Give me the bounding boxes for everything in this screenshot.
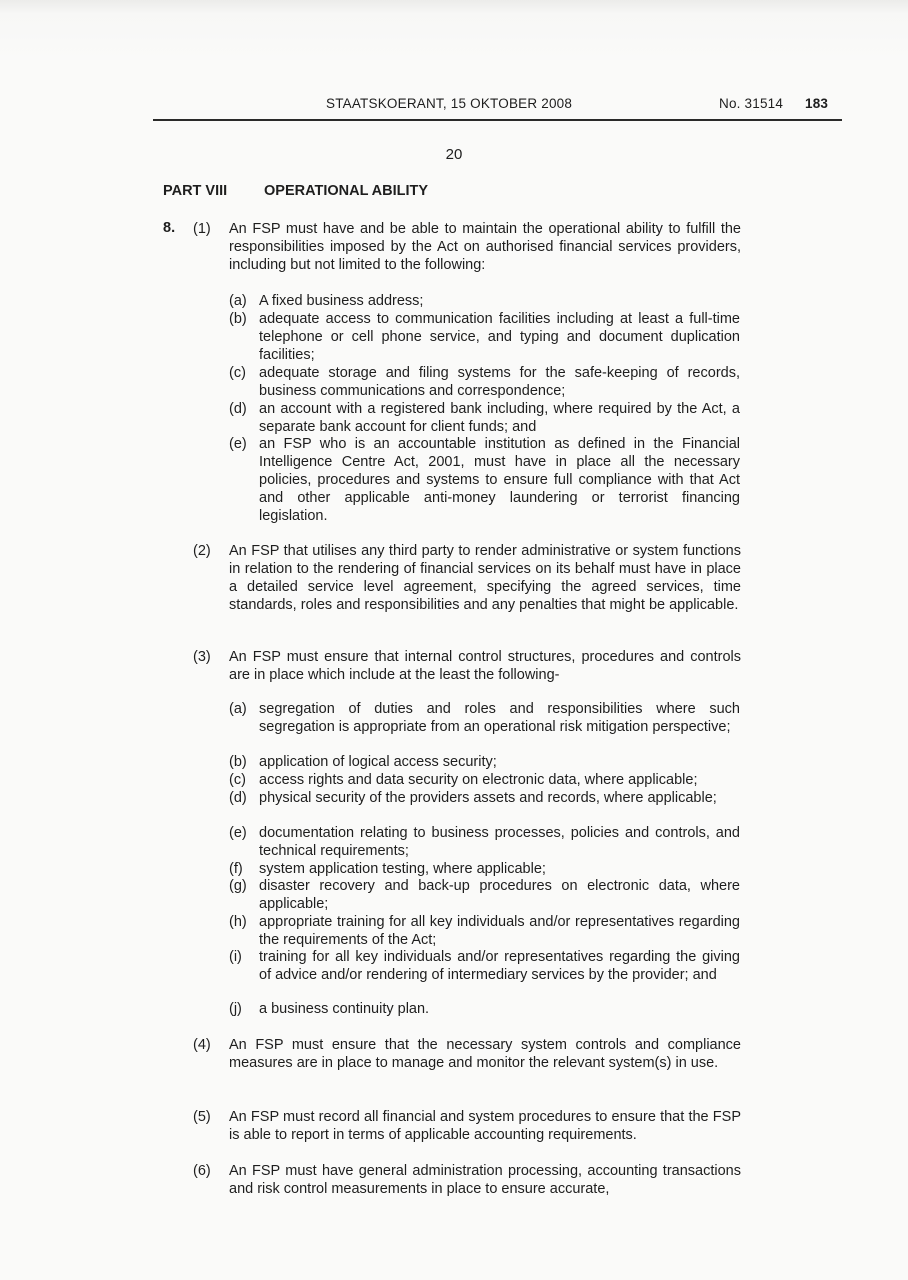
part-number: PART VIII bbox=[163, 183, 228, 199]
gazette-issue-number: No. 31514 bbox=[719, 96, 784, 111]
subsection-text: An FSP must ensure that internal control structures, procedures and controls are in place which include at the least the following- bbox=[229, 649, 741, 683]
item-label: (j) bbox=[229, 1001, 242, 1017]
subsection-text: An FSP must have general administration processing, accounting transactions and risk control measurements in place to ensure accurate, bbox=[229, 1163, 741, 1197]
subsection-text: An FSP must record all financial and system procedures to ensure that the FSP is able to report in terms of applicable accounting requirements. bbox=[229, 1109, 741, 1143]
subsection-text: An FSP must ensure that the necessary system controls and compliance measures are in place to manage and monitor the relevant system(s) in use. bbox=[229, 1037, 741, 1071]
gazette-page-number: 183 bbox=[805, 96, 829, 111]
item-text: disaster recovery and back-up procedures on electronic data, where applicable; bbox=[259, 878, 740, 912]
item-label: (i) bbox=[229, 949, 242, 965]
item-label: (f) bbox=[229, 861, 243, 877]
subsection-label: (6) bbox=[193, 1163, 211, 1179]
item-label: (b) bbox=[229, 311, 247, 327]
section-number: 8. bbox=[163, 220, 176, 236]
item-label: (d) bbox=[229, 790, 247, 806]
item-label: (a) bbox=[229, 293, 247, 309]
gazette-header-title: STAATSKOERANT, 15 OKTOBER 2008 bbox=[326, 96, 573, 111]
item-label: (c) bbox=[229, 772, 246, 788]
item-text: a business continuity plan. bbox=[259, 1001, 430, 1017]
item-label: (h) bbox=[229, 914, 247, 930]
item-label: (e) bbox=[229, 436, 247, 452]
item-text: A fixed business address; bbox=[259, 293, 424, 309]
item-label: (e) bbox=[229, 825, 247, 841]
item-text: physical security of the providers assets and records, where applicable; bbox=[259, 790, 717, 806]
subsection-label: (2) bbox=[193, 543, 211, 559]
item-text: application of logical access security; bbox=[259, 754, 497, 770]
item-text: access rights and data security on electronic data, where applicable; bbox=[259, 772, 698, 788]
item-text: system application testing, where applicable; bbox=[259, 861, 546, 877]
item-label: (c) bbox=[229, 365, 246, 381]
part-title: OPERATIONAL ABILITY bbox=[264, 183, 429, 199]
item-label: (b) bbox=[229, 754, 247, 770]
page-number: 20 bbox=[445, 146, 463, 163]
subsection-text: An FSP must have and be able to maintain the operational ability to fulfill the responsibilities imposed by the Act on authorised financial services providers, including but not limited to the following: bbox=[229, 221, 741, 273]
header-rule bbox=[153, 119, 842, 121]
item-text: segregation of duties and roles and responsibilities where such segregation is appropriate from an operational risk mitigation perspective; bbox=[259, 701, 740, 735]
item-text: training for all key individuals and/or representatives regarding the giving of advice and/or rendering of intermediary services by the provider; and bbox=[259, 949, 740, 983]
item-text: documentation relating to business processes, policies and controls, and technical requirements; bbox=[259, 825, 740, 859]
item-label: (g) bbox=[229, 878, 247, 894]
item-text: adequate access to communication facilities including at least a full-time telephone or cell phone service, and typing and document duplication facilities; bbox=[259, 311, 740, 363]
item-label: (d) bbox=[229, 401, 247, 417]
item-text: an account with a registered bank including, where required by the Act, a separate bank account for client funds; and bbox=[259, 401, 740, 435]
item-text: adequate storage and filing systems for the safe-keeping of records, business communications and correspondence; bbox=[259, 365, 740, 399]
item-text: an FSP who is an accountable institution as defined in the Financial Intelligence Centre Act, 2001, must have in place all the necessary policies, procedures and systems to ensure full compliance with that Act and other applicable anti-money laundering or terrorist financing legislation. bbox=[259, 436, 740, 524]
subsection-label: (3) bbox=[193, 649, 211, 665]
item-label: (a) bbox=[229, 701, 247, 717]
subsection-label: (5) bbox=[193, 1109, 211, 1125]
item-text: appropriate training for all key individuals and/or representatives regarding the requirements of the Act; bbox=[259, 914, 740, 948]
subsection-label: (4) bbox=[193, 1037, 211, 1053]
subsection-label: (1) bbox=[193, 221, 211, 237]
subsection-text: An FSP that utilises any third party to render administrative or system functions in relation to the rendering of financial services on its behalf must have in place a detailed service level agreement, specifying the agreed services, time standards, roles and responsibilities and any penalties that might be applicable. bbox=[229, 543, 741, 613]
